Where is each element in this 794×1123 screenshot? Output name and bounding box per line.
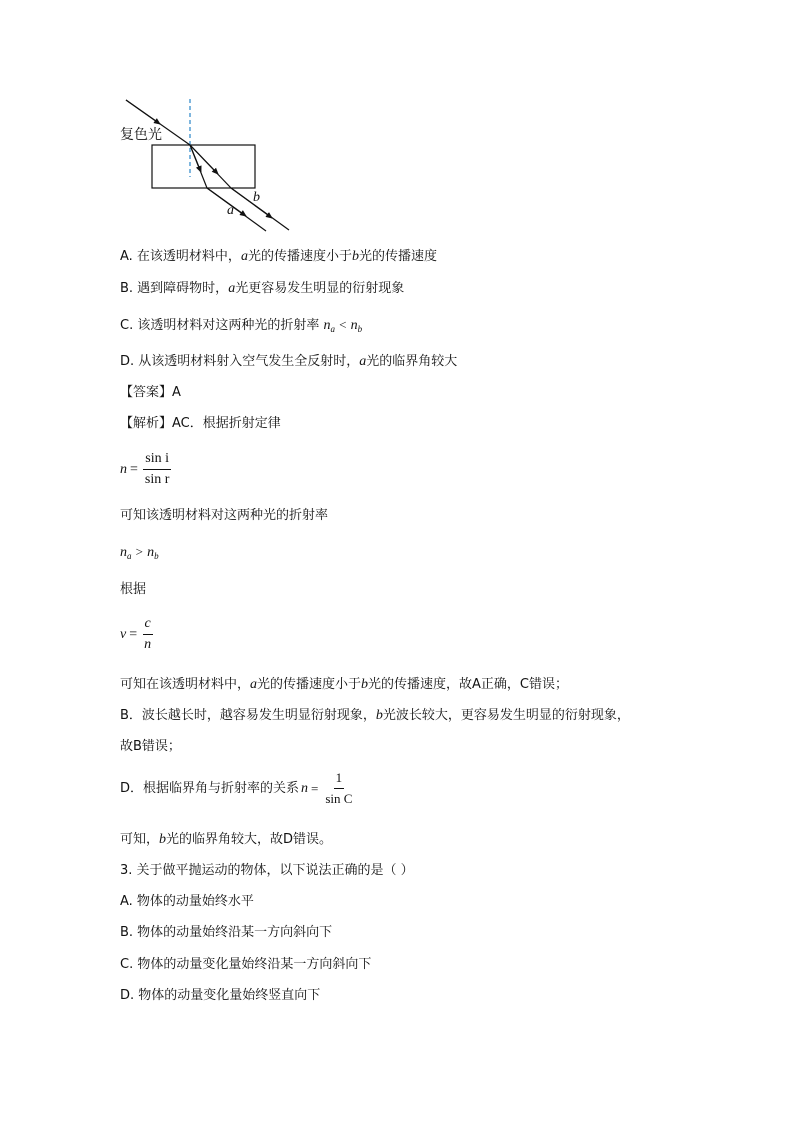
question-3-option-d: D. 物体的动量变化量始终竖直向下 — [120, 988, 321, 1003]
analysis-text-2: 根据 — [120, 582, 147, 597]
refraction-diagram — [0, 0, 794, 240]
option-d: D. 从该透明材料射入空气发生全反射时，a光的临界角较大 — [120, 354, 458, 369]
incident-ray-arrow — [126, 100, 160, 124]
ray-b-exit-arrow — [231, 188, 272, 218]
analysis-text-6: D．根据临界角与折射率的关系 n = $\frac{1}{\text{sin C}}$ — [120, 770, 353, 806]
analysis-text-1: 可知该透明材料对这两种光的折射率 — [120, 508, 329, 523]
label-ray-b: b — [253, 190, 260, 205]
analysis-text-5: 故B错误； — [120, 739, 181, 754]
answer-label: 【答案】A — [120, 385, 181, 400]
formula-speed: v = $\frac{c}{n}$ — [120, 616, 152, 652]
analysis-text-4: B．波长越长时，越容易发生明显衍射现象，b光波长较大，更容易发生明显的衍射现象， — [120, 708, 630, 723]
analysis-text-3: 可知在该透明材料中，a光的传播速度小于b光的传播速度，故A正确，C错误； — [120, 677, 569, 692]
question-3-option-b: B. 物体的动量始终沿某一方向斜向下 — [120, 925, 333, 940]
analysis-text-7: 可知，b光的临界角较大，故D错误。 — [120, 832, 333, 847]
formula-compare: $n_a > n_b$ — [120, 544, 159, 561]
ray-a-inside-arrow — [190, 145, 201, 172]
question-3-stem: 3. 关于做平抛运动的物体，以下说法正确的是（ ） — [120, 863, 414, 878]
label-fuse-light: 复色光 — [120, 127, 162, 143]
question-3-option-a: A. 物体的动量始终水平 — [120, 894, 254, 909]
formula-snell: n = $\frac{\text{sin i}}{\text{sin r}}$ — [120, 451, 170, 487]
analysis-header: 【解析】AC．根据折射定律 — [120, 416, 281, 431]
option-a: A. 在该透明材料中，a光的传播速度小于b光的传播速度 — [120, 249, 437, 264]
glass-block — [152, 145, 255, 188]
option-c: C. 该透明材料对这两种光的折射率 $n_a < n_b$ — [120, 317, 363, 334]
option-b: B. 遇到障碍物时，a光更容易发生明显的衍射现象 — [120, 281, 405, 296]
label-ray-a: a — [227, 203, 234, 218]
question-3-option-c: C. 物体的动量变化量始终沿某一方向斜向下 — [120, 957, 372, 972]
ray-b-inside-arrow — [190, 145, 218, 174]
